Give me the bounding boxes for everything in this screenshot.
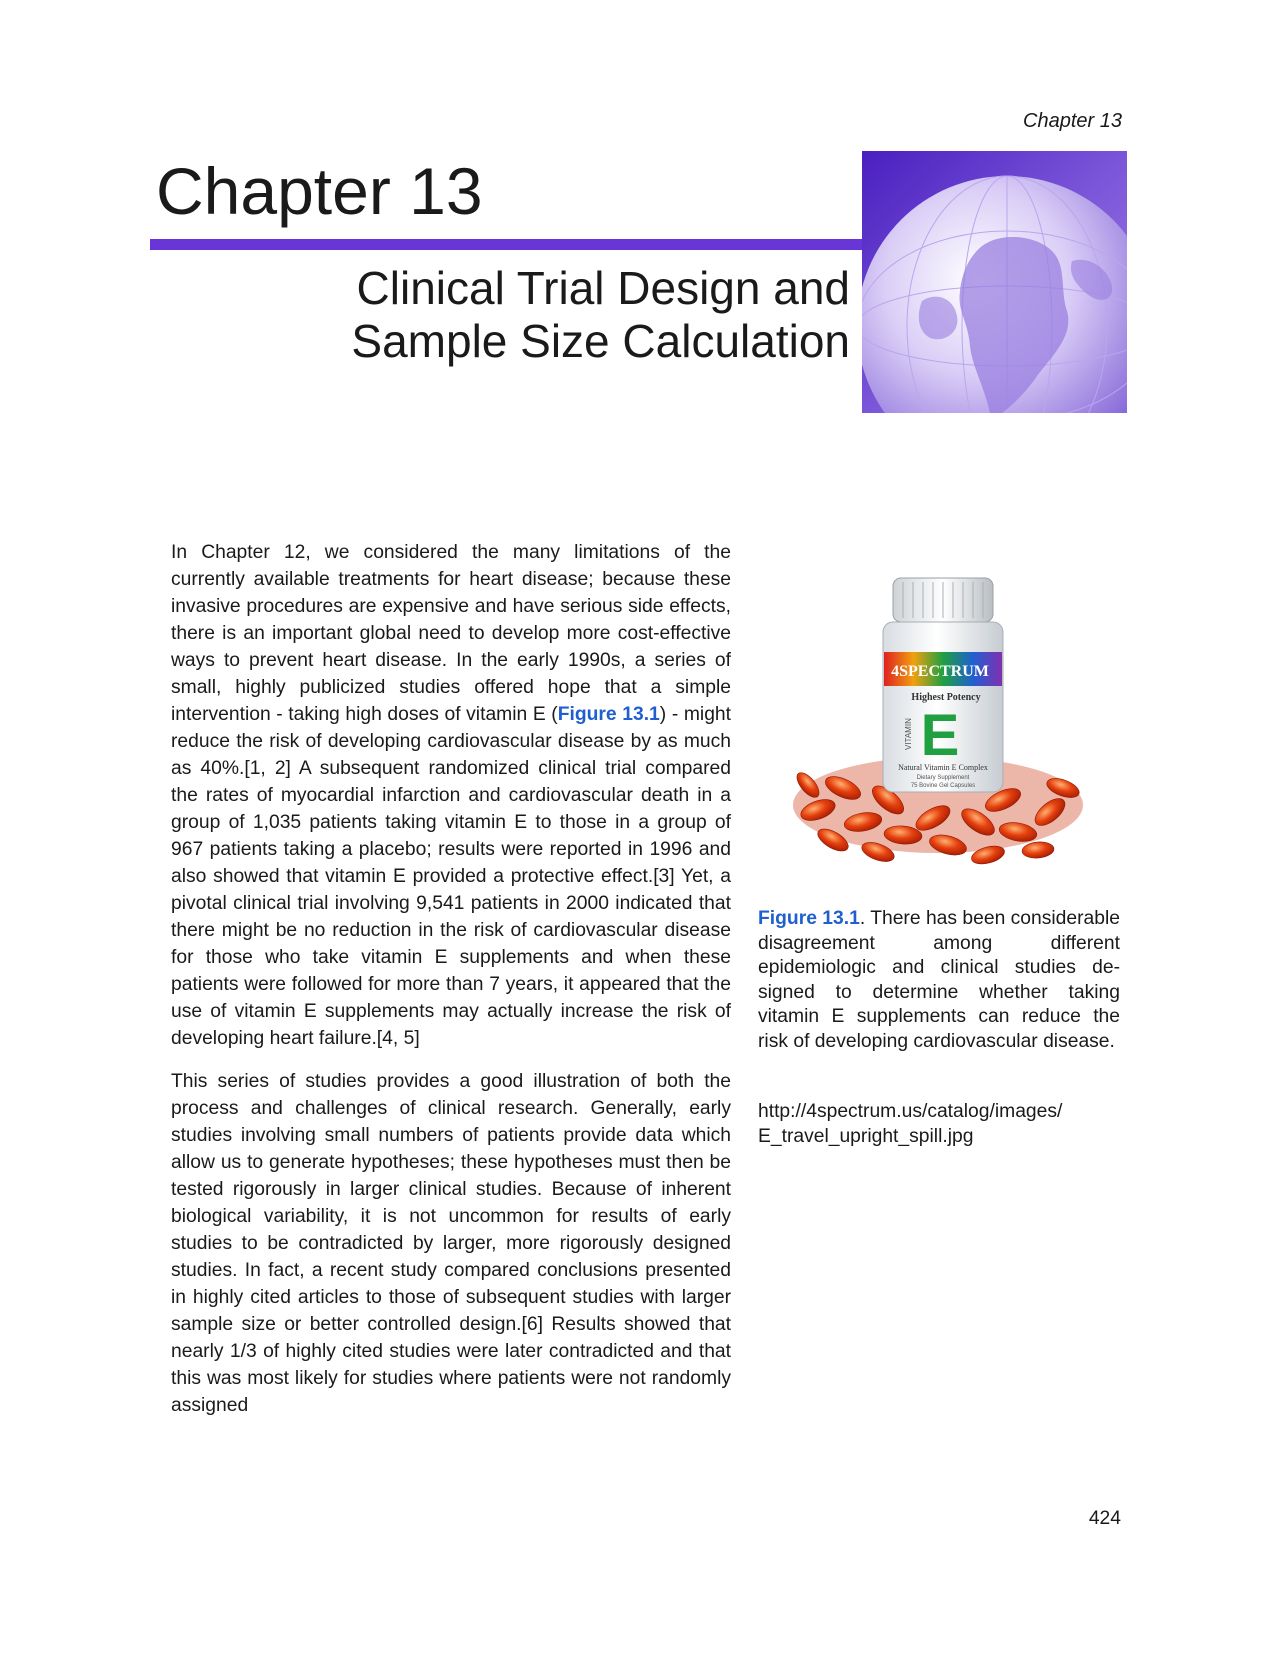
figure-source-line-1: http://4spectrum.us/catalog/images/ [758,1101,1063,1122]
page-number: 424 [1088,1508,1121,1529]
globe-image [862,151,1127,413]
figure-caption [758,907,1120,1054]
figure-reference-link[interactable]: Figure 13.1 [557,704,660,725]
bottle-vertical-text: VITAMIN [904,718,913,750]
body-text [171,539,731,1435]
chapter-title: Chapter 13 [156,154,483,228]
bottle-sub: Dietary Supplement [916,775,970,781]
title-rule [150,239,862,250]
figure-caption-label: Figure 13.1 [758,908,860,929]
figure-caption-text: . There has been considerable disagreement among different epidemiologic and clinical studies designed to determine whether taking vitamin E supplements can reduce the risk of developing cardiovascular disease. [758,908,1120,1052]
subtitle-line-2: Sample Size Calculation [351,315,850,367]
paragraph-1-part-a: In Chapter 12, we considered the many limitations of the currently available treatments for heart disease; because these invasive procedures are expensive and have serious side effects, there is an important global need to develop more cost-effective ways to prevent heart disease. In the early 1990s, a series of small, highly publicized studies offered hope that a simple intervention - taking high doses of vitamin E ( [171,542,731,725]
bottle-product: Natural Vitamin E Complex [898,763,988,772]
bottle-letter-e: E [920,703,960,768]
chapter-subtitle [250,262,850,368]
subtitle-line-1: Clinical Trial Design and [356,262,850,314]
bottle-brand: 4SPECTRUM [891,663,989,680]
running-header: Chapter 13 [1023,110,1122,132]
vitamin-e-bottle-image [788,560,1088,880]
bottle-count: 75 Bovine Gel Capsules [910,783,976,789]
bottle-potency: Highest Potency [911,692,981,703]
paragraph-1-part-b: ) - might reduce the risk of developing cardiovascular disease by as much as 40%.[1, 2] A subsequent randomized clinical trial compared the rates of myocardial infarction and cardiovascular death in a group of 1,035 patients taking vitamin E to those in a group of 967 patients taking a placebo; results were reported in 1996 and also showed that vitamin E provided a protective effect.[3] Yet, a pivotal clinical trial involving 9,541 patients in 2000 indicated that there might be no reduction in the risk of cardiovascular disease for those who take vitamin E supplements and when these patients were followed for more than 7 years, it appeared that the use of vitamin E supplements may actually increase the risk of developing heart failure.[4, 5] [171,704,731,1049]
paragraph-1 [171,539,731,1052]
figure-source-url [758,1100,1128,1149]
figure-source-line-2: E_travel_upright_spill.jpg [758,1125,974,1147]
paragraph-2: This series of studies provides a good illustration of both the process and challenges of clinical research. Generally, early studies involving small numbers of patients provide data which allow us to generate hypotheses; these hypotheses must then be tested rigorously in larger clinical studies. Because of inherent biological variability, it is not uncommon for results of early studies to be contradicted by larger, more rigorously designed studies. In fact, a recent study compared conclusions presented in highly cited articles to those of subsequent studies with larger sample size or better controlled design.[6] Results showed that nearly 1/3 of highly cited studies were later contradicted and that this was most likely for studies where patients were not randomly assigned [171,1071,731,1416]
